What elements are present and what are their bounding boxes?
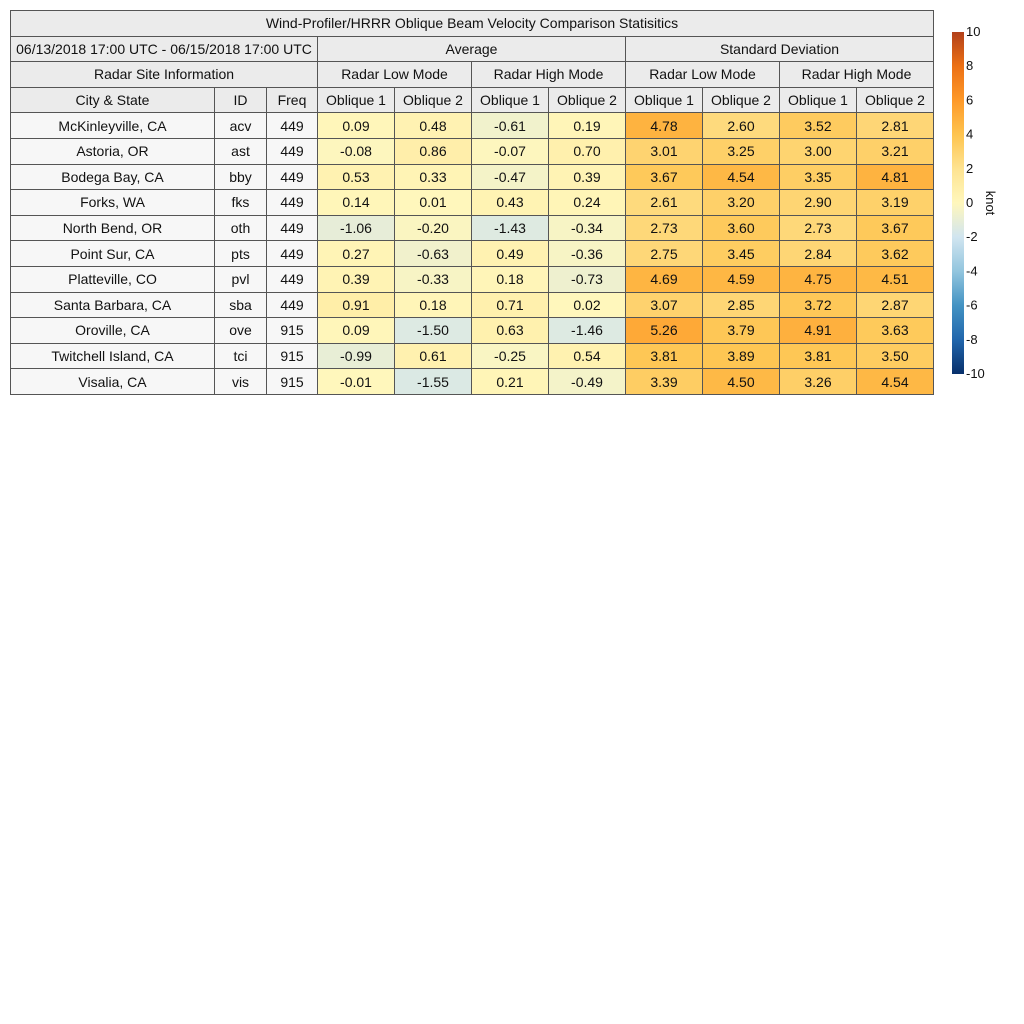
std-value-cell: 3.72 [780, 292, 857, 318]
table-row [11, 113, 934, 139]
site-name-cell: Astoria, OR [11, 138, 215, 164]
std-value-cell: 4.75 [780, 266, 857, 292]
table-row [11, 266, 934, 292]
std-low-mode-header: Radar Low Mode [626, 62, 780, 88]
table-row [11, 241, 934, 267]
average-value-cell: 0.49 [472, 241, 549, 267]
colorbar [948, 24, 1018, 394]
average-value-cell: -0.61 [472, 113, 549, 139]
site-name-cell: Platteville, CO [11, 266, 215, 292]
average-value-cell: -0.08 [318, 138, 395, 164]
site-freq-cell: 915 [267, 318, 318, 344]
std-value-cell: 3.20 [703, 190, 780, 216]
std-value-cell: 2.60 [703, 113, 780, 139]
col-header-std-high-oblique-2: Oblique 2 [857, 87, 934, 113]
std-header: Standard Deviation [626, 36, 934, 62]
site-freq-cell: 449 [267, 138, 318, 164]
std-value-cell: 4.81 [857, 164, 934, 190]
average-value-cell: 0.02 [549, 292, 626, 318]
average-value-cell: -1.43 [472, 215, 549, 241]
col-header-std-low-oblique-1: Oblique 1 [626, 87, 703, 113]
std-value-cell: 3.39 [626, 369, 703, 395]
site-id-cell: ast [215, 138, 267, 164]
site-name-cell: Bodega Bay, CA [11, 164, 215, 190]
average-value-cell: -0.20 [395, 215, 472, 241]
colorbar-tick-label: 2 [966, 160, 974, 176]
average-value-cell: -0.73 [549, 266, 626, 292]
std-value-cell: 3.81 [780, 343, 857, 369]
colorbar-tick-label: 10 [966, 24, 981, 39]
std-value-cell: 4.54 [857, 369, 934, 395]
std-value-cell: 3.79 [703, 318, 780, 344]
site-freq-cell: 915 [267, 343, 318, 369]
site-name-cell: McKinleyville, CA [11, 113, 215, 139]
average-value-cell: 0.61 [395, 343, 472, 369]
average-value-cell: -0.99 [318, 343, 395, 369]
average-value-cell: 0.14 [318, 190, 395, 216]
colorbar-tick-label: -4 [966, 263, 978, 279]
colorbar-tick-label: -10 [966, 366, 985, 381]
site-id-cell: vis [215, 369, 267, 395]
average-value-cell: 0.70 [549, 138, 626, 164]
stats-table [10, 10, 934, 395]
average-value-cell: 0.09 [318, 113, 395, 139]
average-value-cell: -0.49 [549, 369, 626, 395]
std-value-cell: 2.75 [626, 241, 703, 267]
std-value-cell: 3.67 [626, 164, 703, 190]
average-value-cell: 0.39 [549, 164, 626, 190]
std-value-cell: 3.50 [857, 343, 934, 369]
table-row [11, 190, 934, 216]
site-name-cell: Oroville, CA [11, 318, 215, 344]
site-name-cell: Twitchell Island, CA [11, 343, 215, 369]
average-value-cell: 0.43 [472, 190, 549, 216]
site-id-cell: fks [215, 190, 267, 216]
table-row [11, 164, 934, 190]
site-freq-cell: 449 [267, 292, 318, 318]
site-id-cell: acv [215, 113, 267, 139]
average-value-cell: 0.48 [395, 113, 472, 139]
std-value-cell: 4.78 [626, 113, 703, 139]
std-value-cell: 4.59 [703, 266, 780, 292]
average-value-cell: 0.54 [549, 343, 626, 369]
std-value-cell: 3.26 [780, 369, 857, 395]
average-value-cell: 0.91 [318, 292, 395, 318]
site-name-cell: Santa Barbara, CA [11, 292, 215, 318]
site-freq-cell: 449 [267, 266, 318, 292]
site-name-cell: Point Sur, CA [11, 241, 215, 267]
average-value-cell: -0.33 [395, 266, 472, 292]
table-row [11, 292, 934, 318]
average-value-cell: 0.18 [395, 292, 472, 318]
average-value-cell: -1.06 [318, 215, 395, 241]
average-value-cell: 0.01 [395, 190, 472, 216]
average-value-cell: 0.18 [472, 266, 549, 292]
std-value-cell: 2.85 [703, 292, 780, 318]
average-value-cell: 0.33 [395, 164, 472, 190]
std-value-cell: 3.00 [780, 138, 857, 164]
average-value-cell: -0.01 [318, 369, 395, 395]
std-high-mode-header: Radar High Mode [780, 62, 934, 88]
std-value-cell: 2.61 [626, 190, 703, 216]
site-freq-cell: 915 [267, 369, 318, 395]
site-id-cell: bby [215, 164, 267, 190]
average-value-cell: -1.50 [395, 318, 472, 344]
site-name-cell: Forks, WA [11, 190, 215, 216]
std-value-cell: 3.21 [857, 138, 934, 164]
site-id-cell: pts [215, 241, 267, 267]
average-value-cell: -0.47 [472, 164, 549, 190]
std-value-cell: 3.52 [780, 113, 857, 139]
site-name-cell: Visalia, CA [11, 369, 215, 395]
average-value-cell: -1.55 [395, 369, 472, 395]
std-value-cell: 2.84 [780, 241, 857, 267]
average-value-cell: -0.25 [472, 343, 549, 369]
site-info-header: Radar Site Information [11, 62, 318, 88]
average-value-cell: 0.39 [318, 266, 395, 292]
average-value-cell: 0.53 [318, 164, 395, 190]
col-header-freq: Freq [267, 87, 318, 113]
col-header-id: ID [215, 87, 267, 113]
std-value-cell: 2.81 [857, 113, 934, 139]
std-value-cell: 4.51 [857, 266, 934, 292]
average-value-cell: -0.07 [472, 138, 549, 164]
col-header-avg-high-oblique-2: Oblique 2 [549, 87, 626, 113]
average-value-cell: -1.46 [549, 318, 626, 344]
std-value-cell: 3.67 [857, 215, 934, 241]
site-freq-cell: 449 [267, 190, 318, 216]
site-id-cell: tci [215, 343, 267, 369]
average-value-cell: -0.34 [549, 215, 626, 241]
table-row [11, 138, 934, 164]
std-value-cell: 2.73 [780, 215, 857, 241]
table-row [11, 318, 934, 344]
colorbar-tick-label: 0 [966, 195, 974, 210]
average-value-cell: 0.71 [472, 292, 549, 318]
colorbar-tick-label: 6 [966, 92, 974, 108]
avg-high-mode-header: Radar High Mode [472, 62, 626, 88]
site-freq-cell: 449 [267, 215, 318, 241]
site-name-cell: North Bend, OR [11, 215, 215, 241]
site-id-cell: sba [215, 292, 267, 318]
avg-low-mode-header: Radar Low Mode [318, 62, 472, 88]
std-value-cell: 2.73 [626, 215, 703, 241]
date-range: 06/13/2018 17:00 UTC - 06/15/2018 17:00 UTC [11, 36, 318, 62]
average-value-cell: 0.19 [549, 113, 626, 139]
average-value-cell: 0.63 [472, 318, 549, 344]
table-row [11, 215, 934, 241]
col-header-avg-low-oblique-2: Oblique 2 [395, 87, 472, 113]
std-value-cell: 3.89 [703, 343, 780, 369]
average-value-cell: 0.21 [472, 369, 549, 395]
std-value-cell: 5.26 [626, 318, 703, 344]
colorbar-label: knot [983, 190, 998, 216]
std-value-cell: 3.07 [626, 292, 703, 318]
std-value-cell: 3.60 [703, 215, 780, 241]
site-freq-cell: 449 [267, 241, 318, 267]
colorbar-tick-label: -6 [966, 297, 978, 313]
std-value-cell: 4.91 [780, 318, 857, 344]
std-value-cell: 3.01 [626, 138, 703, 164]
col-header-avg-high-oblique-1: Oblique 1 [472, 87, 549, 113]
col-header-std-low-oblique-2: Oblique 2 [703, 87, 780, 113]
site-freq-cell: 449 [267, 164, 318, 190]
std-value-cell: 2.87 [857, 292, 934, 318]
std-value-cell: 3.81 [626, 343, 703, 369]
std-value-cell: 4.69 [626, 266, 703, 292]
colorbar-tick-label: -8 [966, 331, 978, 347]
std-value-cell: 4.50 [703, 369, 780, 395]
colorbar-tick-label: -2 [966, 229, 978, 245]
table-title: Wind-Profiler/HRRR Oblique Beam Velocity Comparison Statisitics [11, 11, 934, 37]
table-row [11, 343, 934, 369]
col-header-avg-low-oblique-1: Oblique 1 [318, 87, 395, 113]
std-value-cell: 3.19 [857, 190, 934, 216]
average-value-cell: -0.36 [549, 241, 626, 267]
average-value-cell: 0.86 [395, 138, 472, 164]
average-value-cell: 0.24 [549, 190, 626, 216]
std-value-cell: 3.25 [703, 138, 780, 164]
colorbar-gradient [952, 32, 964, 374]
std-value-cell: 3.63 [857, 318, 934, 344]
site-id-cell: oth [215, 215, 267, 241]
std-value-cell: 3.45 [703, 241, 780, 267]
average-value-cell: 0.27 [318, 241, 395, 267]
average-value-cell: -0.63 [395, 241, 472, 267]
site-id-cell: ove [215, 318, 267, 344]
table-body [11, 113, 934, 395]
site-id-cell: pvl [215, 266, 267, 292]
std-value-cell: 2.90 [780, 190, 857, 216]
site-freq-cell: 449 [267, 113, 318, 139]
std-value-cell: 3.62 [857, 241, 934, 267]
average-value-cell: 0.09 [318, 318, 395, 344]
std-value-cell: 4.54 [703, 164, 780, 190]
colorbar-tick-label: 8 [966, 58, 974, 74]
colorbar-tick-label: 4 [966, 126, 974, 142]
table-row [11, 369, 934, 395]
std-value-cell: 3.35 [780, 164, 857, 190]
average-header: Average [318, 36, 626, 62]
col-header-city: City & State [11, 87, 215, 113]
col-header-std-high-oblique-1: Oblique 1 [780, 87, 857, 113]
